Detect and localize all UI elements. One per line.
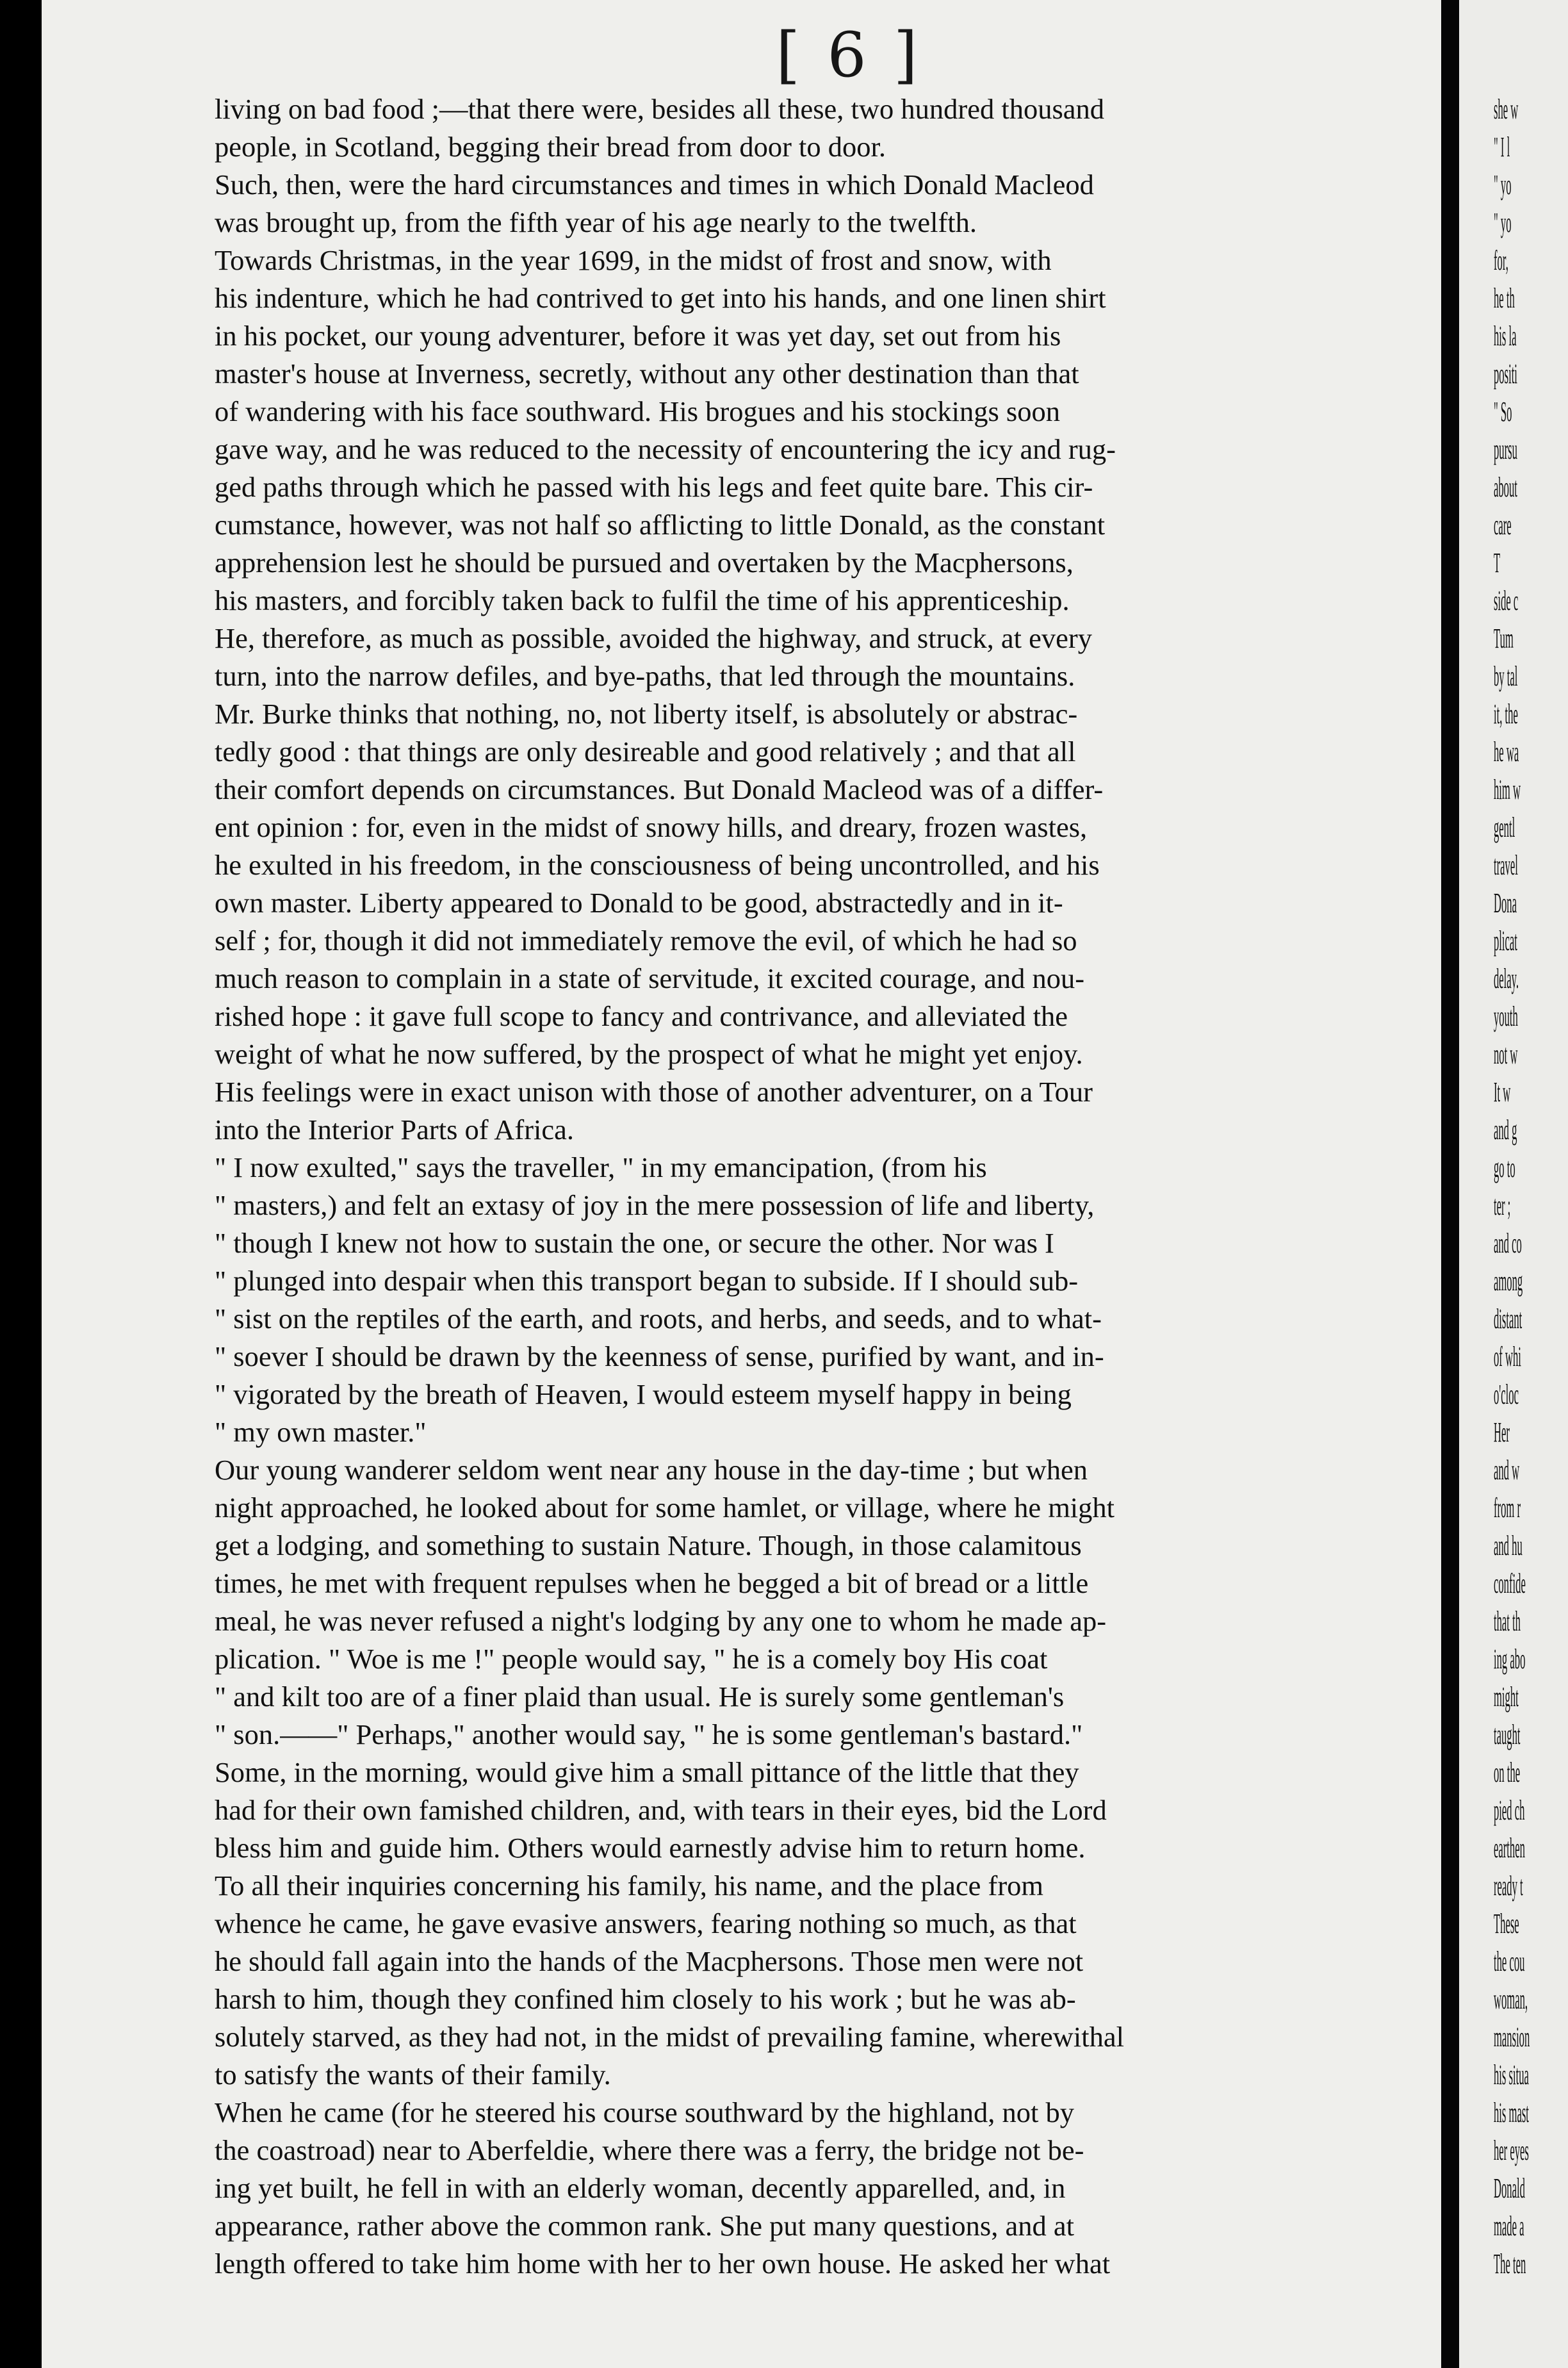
text-line: Towards Christmas, in the year 1699, in the midst of frost and snow, with: [215, 244, 1052, 276]
text-line: solutely starved, as they had not, in the midst of prevailing famine, wherewithal: [215, 2021, 1124, 2053]
page-number: [ 6 ]: [776, 19, 922, 91]
adjacent-text-line: side c: [1494, 584, 1519, 616]
text-line: When he came (for he steered his course southward by the highland, not by: [215, 2096, 1074, 2128]
text-line: into the Interior Parts of Africa.: [215, 1114, 575, 1146]
adjacent-text-line: made a: [1494, 2210, 1524, 2242]
text-line: he should fall again into the hands of the Macphersons. Those men were not: [215, 1945, 1084, 1977]
adjacent-text-line: and g: [1494, 1114, 1517, 1146]
adjacent-text-line: among: [1494, 1265, 1523, 1297]
text-line: self ; for, though it did not immediately remove the evil, of which he had so: [215, 925, 1077, 957]
text-line: Our young wanderer seldom went near any house in the day-time ; but when: [215, 1454, 1088, 1486]
adjacent-text-line: taught: [1494, 1718, 1521, 1750]
text-line: apprehension lest he should be pursued and overtaken by the Macphersons,: [215, 547, 1074, 579]
text-line: his indenture, which he had contrived to get into his hands, and one linen shirt: [215, 282, 1106, 314]
text-line: living on bad food ;—that there were, besides all these, two hundred thousand: [215, 93, 1105, 125]
text-line: ent opinion : for, even in the midst of snowy hills, and dreary, frozen wastes,: [215, 811, 1088, 843]
adjacent-text-line: o'cloc: [1494, 1378, 1519, 1410]
adjacent-text-line: delay.: [1494, 962, 1519, 994]
main-text-column: [215, 90, 1403, 2283]
adjacent-text-line: him w: [1494, 773, 1521, 805]
adjacent-text-line: his la: [1494, 320, 1517, 352]
adjacent-text-line: by tal: [1494, 660, 1518, 692]
text-line: To all their inquiries concerning his family, his name, and the place from: [215, 1870, 1043, 1902]
adjacent-text-line: his mast: [1494, 2096, 1529, 2128]
adjacent-text-line: and w: [1494, 1454, 1520, 1486]
adjacent-text-line: her eyes: [1494, 2134, 1529, 2166]
adjacent-text-line: youth: [1494, 1000, 1518, 1032]
text-line: He, therefore, as much as possible, avoided the highway, and struck, at every: [215, 622, 1092, 654]
text-line: bless him and guide him. Others would earnestly advise him to return home.: [215, 1832, 1086, 1864]
adjacent-text-line: not w: [1494, 1038, 1518, 1070]
adjacent-text-line: she w: [1494, 93, 1519, 125]
adjacent-text-line: T: [1494, 547, 1501, 579]
adjacent-text-line: for,: [1494, 244, 1508, 276]
adjacent-text-line: that th: [1494, 1605, 1521, 1637]
text-line: ing yet built, he fell in with an elderly woman, decently apparelled, and, in: [215, 2172, 1066, 2204]
adjacent-text-line: " yo: [1494, 169, 1512, 201]
text-line: whence he came, he gave evasive answers, fearing nothing so much, as that: [215, 1907, 1077, 1939]
book-gutter: [1441, 0, 1459, 2368]
text-line: plication. " Woe is me !" people would say, " he is a comely boy His coat: [215, 1643, 1048, 1675]
adjacent-text-line: from r: [1494, 1492, 1521, 1524]
text-line: master's house at Inverness, secretly, without any other destination than that: [215, 358, 1079, 390]
text-line: the coastroad) near to Aberfeldie, where there was a ferry, the bridge not be-: [215, 2134, 1084, 2166]
text-line: rished hope : it gave full scope to fancy and contrivance, and alleviated the: [215, 1000, 1068, 1032]
adjacent-text-line: " yo: [1494, 206, 1512, 238]
text-line: of wandering with his face southward. His brogues and his stockings soon: [215, 395, 1060, 427]
adjacent-text-line: ready t: [1494, 1870, 1523, 1902]
adjacent-text-line: woman,: [1494, 1983, 1528, 2015]
text-line: night approached, he looked about for some hamlet, or village, where he might: [215, 1492, 1115, 1524]
text-line: their comfort depends on circumstances. But Donald Macleod was of a differ-: [215, 773, 1104, 805]
adjacent-text-line: confide: [1494, 1567, 1526, 1599]
adjacent-text-line: his situa: [1494, 2059, 1529, 2091]
adjacent-text-line: Tum: [1494, 622, 1514, 654]
text-line: " masters,) and felt an extasy of joy in the mere possession of life and liberty,: [215, 1189, 1095, 1221]
adjacent-text-line: go to: [1494, 1151, 1515, 1183]
adjacent-text-line: and hu: [1494, 1529, 1523, 1561]
text-line: tedly good : that things are only desireable and good relatively ; and that all: [215, 736, 1076, 768]
text-line: " my own master.": [215, 1416, 427, 1448]
text-line: gave way, and he was reduced to the necessity of encountering the icy and rug-: [215, 433, 1116, 465]
adjacent-text-line: gentl: [1494, 811, 1515, 843]
text-line: his masters, and forcibly taken back to fulfil the time of his apprenticeship.: [215, 584, 1070, 616]
adjacent-text-line: it, the: [1494, 698, 1518, 730]
adjacent-text-line: pied ch: [1494, 1794, 1525, 1826]
text-line: much reason to complain in a state of servitude, it excited courage, and nou-: [215, 962, 1085, 994]
adjacent-text-line: about: [1494, 471, 1517, 503]
adjacent-text-line: These: [1494, 1907, 1519, 1939]
text-line: length offered to take him home with her to her own house. He asked her what: [215, 2248, 1111, 2280]
adjacent-text-line: the cou: [1494, 1945, 1525, 1977]
adjacent-text-line: might: [1494, 1681, 1519, 1713]
text-line: own master. Liberty appeared to Donald to be good, abstractedly and in it-: [215, 887, 1063, 919]
text-line: turn, into the narrow defiles, and bye-paths, that led through the mountains.: [215, 660, 1075, 692]
text-line: he exulted in his freedom, in the consciousness of being uncontrolled, and his: [215, 849, 1100, 881]
adjacent-text-line: distant: [1494, 1303, 1523, 1335]
adjacent-text-line: positi: [1494, 358, 1517, 390]
text-line: in his pocket, our young adventurer, before it was yet day, set out from his: [215, 320, 1061, 352]
adjacent-text-line: It w: [1494, 1076, 1511, 1108]
adjacent-text-line: travel: [1494, 849, 1518, 881]
adjacent-text-line: mansion: [1494, 2021, 1530, 2053]
adjacent-text-line: plicat: [1494, 925, 1517, 957]
text-line: appearance, rather above the common rank. She put many questions, and at: [215, 2210, 1074, 2242]
adjacent-text-line: and co: [1494, 1227, 1522, 1259]
adjacent-text-line: " I l: [1494, 131, 1510, 163]
adjacent-text-line: of whi: [1494, 1340, 1521, 1372]
text-line: meal, he was never refused a night's lodging by any one to whom he made ap-: [215, 1605, 1107, 1637]
text-line: to satisfy the wants of their family.: [215, 2059, 611, 2091]
text-line: " plunged into despair when this transport began to subside. If I should sub-: [215, 1265, 1079, 1297]
adjacent-text-line: he th: [1494, 282, 1515, 314]
text-line: " though I knew not how to sustain the one, or secure the other. Nor was I: [215, 1227, 1054, 1259]
adjacent-text-line: on the: [1494, 1756, 1521, 1788]
text-line: had for their own famished children, and, with tears in their eyes, bid the Lord: [215, 1794, 1107, 1826]
adjacent-text-line: pursu: [1494, 433, 1517, 465]
adjacent-text-line: ing abo: [1494, 1643, 1526, 1675]
text-line: harsh to him, though they confined him closely to his work ; but he was ab-: [215, 1983, 1076, 2015]
text-line: Some, in the morning, would give him a small pittance of the little that they: [215, 1756, 1079, 1788]
adjacent-text-line: he wa: [1494, 736, 1519, 768]
adjacent-text-line: Donald: [1494, 2172, 1525, 2204]
adjacent-page-text-fragment: [1494, 90, 1568, 2283]
text-line: weight of what he now suffered, by the prospect of what he might yet enjoy.: [215, 1038, 1083, 1070]
adjacent-text-line: ter ;: [1494, 1189, 1511, 1221]
adjacent-text-line: care: [1494, 509, 1512, 541]
text-line: cumstance, however, was not half so afflicting to little Donald, as the constant: [215, 509, 1106, 541]
adjacent-text-line: earthen: [1494, 1832, 1525, 1864]
adjacent-text-line: The ten: [1494, 2248, 1526, 2280]
text-line: was brought up, from the fifth year of his age nearly to the twelfth.: [215, 206, 977, 238]
text-line: " soever I should be drawn by the keenness of sense, purified by want, and in-: [215, 1340, 1104, 1372]
text-line: times, he met with frequent repulses when he begged a bit of bread or a little: [215, 1567, 1089, 1599]
text-line: " I now exulted," says the traveller, " in my emancipation, (from his: [215, 1151, 987, 1183]
text-line: ged paths through which he passed with his legs and feet quite bare. This cir-: [215, 471, 1093, 503]
text-line: get a lodging, and something to sustain Nature. Though, in those calamitous: [215, 1529, 1082, 1561]
text-line: " sist on the reptiles of the earth, and roots, and herbs, and seeds, and to what-: [215, 1303, 1102, 1335]
text-line: Mr. Burke thinks that nothing, no, not liberty itself, is absolutely or abstrac-: [215, 698, 1078, 730]
adjacent-text-line: Her: [1494, 1416, 1510, 1448]
adjacent-text-line: " So: [1494, 395, 1512, 427]
text-line: " vigorated by the breath of Heaven, I would esteem myself happy in being: [215, 1378, 1072, 1410]
text-line: " son.——" Perhaps," another would say, " he is some gentleman's bastard.": [215, 1718, 1083, 1750]
text-line: people, in Scotland, begging their bread from door to door.: [215, 131, 886, 163]
text-line: " and kilt too are of a finer plaid than usual. He is surely some gentleman's: [215, 1681, 1065, 1713]
text-line: Such, then, were the hard circumstances and times in which Donald Macleod: [215, 169, 1094, 201]
text-line: His feelings were in exact unison with those of another adventurer, on a Tour: [215, 1076, 1093, 1108]
adjacent-text-line: Dona: [1494, 887, 1517, 919]
